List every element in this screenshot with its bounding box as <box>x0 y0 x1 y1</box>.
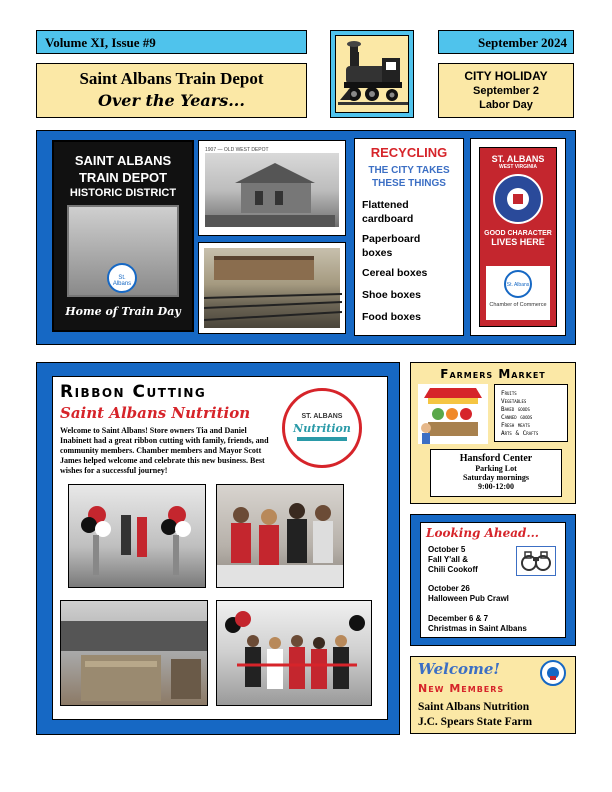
title-box <box>36 63 307 118</box>
nutrition-logo-wave-icon <box>297 437 347 441</box>
recycling-panel <box>354 138 464 336</box>
market-place: Parking Lot <box>475 464 517 473</box>
event-name: Fall Y'all & <box>428 555 468 564</box>
market-good: Fruits <box>501 390 517 397</box>
chamber-seal-icon <box>540 660 566 686</box>
market-good: Arts & Crafts <box>501 430 539 437</box>
railroad-tracks-photo <box>198 242 346 334</box>
nutrition-logo-main: Nutrition <box>293 422 351 435</box>
binoculars-box <box>516 546 556 576</box>
recycling-item: Flattened cardboard <box>362 199 414 225</box>
event-name: Halloween Pub Crawl <box>428 594 509 603</box>
holiday-box <box>438 63 574 118</box>
nutrition-logo <box>282 388 362 468</box>
ribbon-photo-storefront <box>68 484 206 588</box>
steam-locomotive-icon <box>336 36 410 114</box>
market-time: 9:00-12:00 <box>478 482 514 491</box>
banner-city: ST. ALBANS <box>491 154 545 164</box>
date-banner <box>438 30 574 54</box>
market-illustration <box>418 384 488 444</box>
volume-text: Volume XI, Issue #9 <box>45 35 156 50</box>
nutrition-logo-top: ST. ALBANS <box>301 413 343 420</box>
binoculars-icon <box>517 547 555 575</box>
ribbon-photo-cutting <box>216 600 372 706</box>
market-good: Canned goods <box>501 414 533 421</box>
st-albans-banner <box>479 147 557 327</box>
poster-line3: HISTORIC DISTRICT <box>69 187 177 199</box>
volume-banner <box>36 30 307 54</box>
looking-ahead-title: Looking Ahead... <box>426 526 539 540</box>
ribbon-title: Ribbon Cutting <box>60 382 207 402</box>
recycling-subtitle: THE CITY TAKES THESE THINGS <box>368 165 450 189</box>
market-good: Vegetables <box>501 398 527 405</box>
newsletter-subtitle: Over the Years... <box>98 91 245 110</box>
farmers-title: Farmers Market <box>440 367 546 381</box>
poster-line1: SAINT ALBANS <box>74 153 172 168</box>
train-logo-frame <box>330 30 414 118</box>
event-date: December 6 & 7 <box>428 614 489 623</box>
group-sketch-icon <box>217 485 344 588</box>
banner-motto2: LIVES HERE <box>491 237 545 247</box>
holiday-date: September 2 <box>472 85 540 97</box>
depot-poster <box>52 140 194 332</box>
depot-sketch-icon <box>205 153 335 227</box>
interior-sketch-icon <box>61 601 208 706</box>
event-item <box>428 614 527 634</box>
chamber-logo-icon: St. Albans <box>504 270 532 298</box>
banner-seal-icon <box>493 174 543 224</box>
train-logo-inner <box>335 35 409 113</box>
market-location-box <box>430 449 562 497</box>
ribbon-photo-interior <box>60 600 208 706</box>
poster-photo <box>67 205 179 297</box>
banner-motto1: GOOD CHARACTER <box>484 230 552 237</box>
market-goods-list <box>494 384 568 442</box>
tracks-photo-image <box>204 248 340 328</box>
event-date: October 26 <box>428 584 470 593</box>
banner-state: WEST VIRGINIA <box>498 164 538 170</box>
old-depot-photo <box>198 140 346 236</box>
market-good: Baked goods <box>501 406 530 413</box>
event-date: October 5 <box>428 545 466 554</box>
recycling-item: Shoe boxes <box>362 289 421 301</box>
market-good: Fresh meats <box>501 422 530 429</box>
chamber-name: Chamber of Commerce <box>489 302 547 308</box>
event-item <box>428 545 478 575</box>
event-name-cont: Chili Cookoff <box>428 565 478 574</box>
new-member: Saint Albans Nutrition <box>418 701 530 713</box>
poster-badge: St. Albans <box>107 263 137 293</box>
market-day: Saturday mornings <box>462 473 529 482</box>
cutting-sketch-icon <box>217 601 372 706</box>
issue-date: September 2024 <box>478 35 567 50</box>
old-photo-image <box>205 153 339 227</box>
market-location: Hansford Center <box>459 453 533 464</box>
recycling-item: Paperboard boxes <box>362 233 421 259</box>
event-name: Christmas in Saint Albans <box>428 624 527 633</box>
newsletter-title: Saint Albans Train Depot <box>79 69 264 88</box>
poster-line2: TRAIN DEPOT <box>78 170 168 185</box>
holiday-name: Labor Day <box>479 99 533 111</box>
welcome-subtitle: New Members <box>418 682 505 695</box>
recycling-list <box>362 198 456 324</box>
recycling-title: RECYCLING <box>370 145 448 160</box>
storefront-sketch-icon <box>69 485 206 588</box>
recycling-item: Food boxes <box>362 311 421 323</box>
ribbon-photo-group-indoor <box>216 484 344 588</box>
poster-footer: Home of Train Day <box>65 305 181 318</box>
ribbon-body: Welcome to Saint Albans! Store owners Tia and Daniel Inabinett had a great ribbon cutting with family, friends, and community members. Chamber members and Mayor Scott James helped welcome and celebrate this new business. Best wishes for a successful journey! <box>60 426 269 475</box>
ribbon-business: Saint Albans Nutrition <box>60 404 251 422</box>
chamber-badge <box>486 266 550 320</box>
event-item <box>428 584 509 604</box>
market-stall-icon <box>418 384 488 444</box>
recycling-item: Cereal boxes <box>362 267 428 279</box>
tracks-sketch-icon <box>204 248 342 330</box>
holiday-title: CITY HOLIDAY <box>464 69 548 83</box>
old-photo-caption: 1907 — OLD WEST DEPOT <box>205 147 269 153</box>
st-albans-banner-frame <box>470 138 566 336</box>
new-member: J.C. Spears State Farm <box>418 716 533 728</box>
welcome-title: Welcome! <box>418 660 501 678</box>
